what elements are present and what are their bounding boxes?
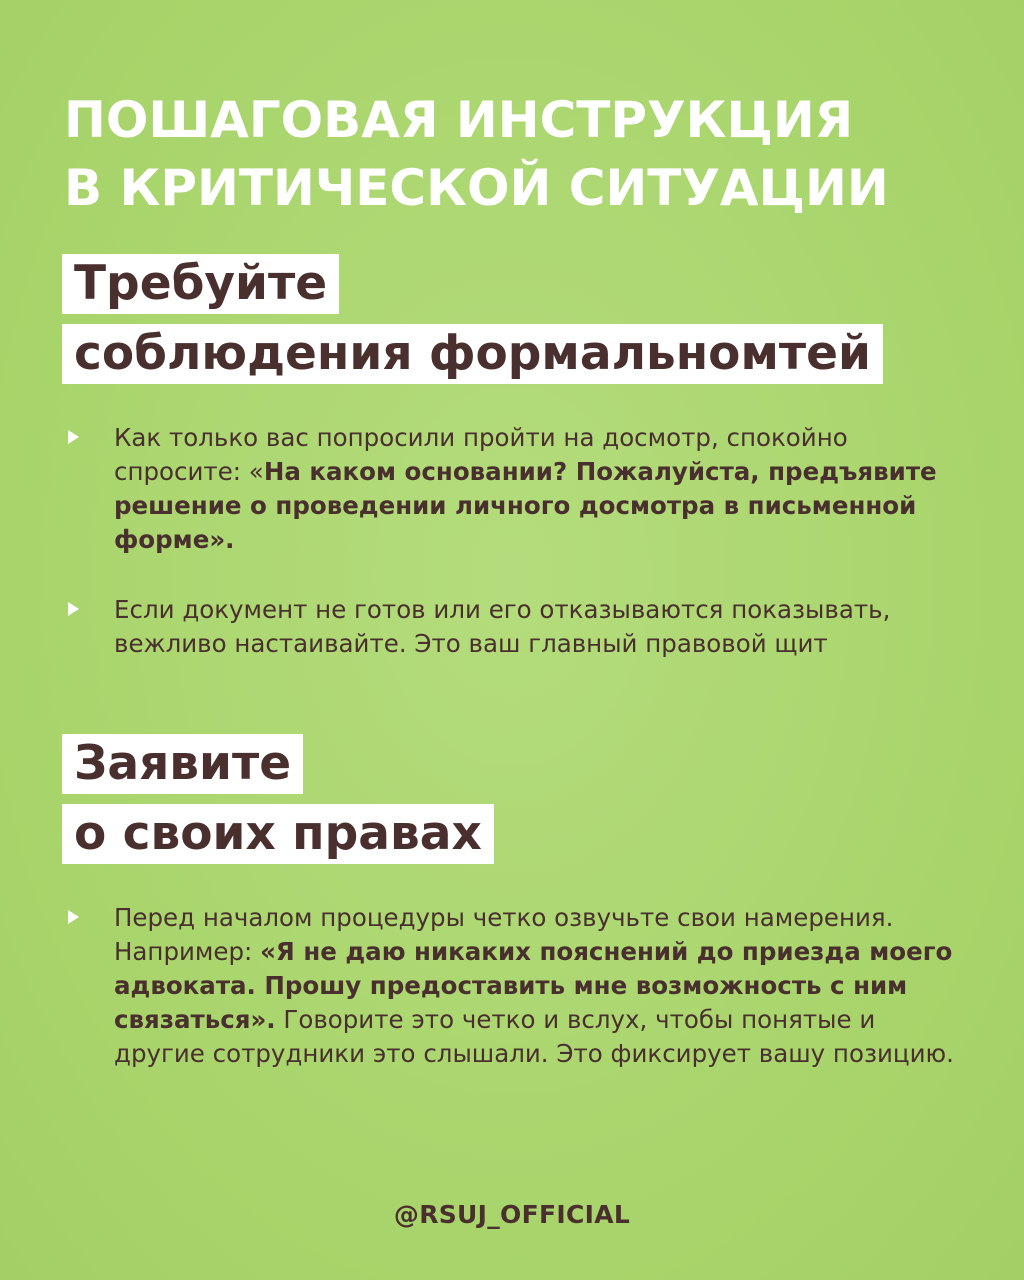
bullet-arrow-icon [68, 430, 79, 444]
bullet-text-after: Говорите это четко и вслух, чтобы понятые и другие сотрудники это слышали. Это фиксирует вашу позицию. [114, 1005, 954, 1068]
bullet-text: Как только вас попросили пройти на досмотр, спокойно спросите: « [114, 423, 848, 486]
footer-handle: @RSUJ_OFFICIAL [393, 1200, 631, 1229]
list-item [66, 421, 966, 557]
section-2-heading-line-2: о своих правах [62, 804, 494, 864]
page-title-line-1: ПОШАГОВАЯ ИНСТРУКЦИЯ [64, 91, 854, 149]
bullet-text: Если документ не готов или его отказываются показывать, вежливо настаивайте. Это ваш главный правовой щит [114, 595, 891, 658]
bullet-bold-text: На каком основании? Пожалуйста, предъявите решение о проведении личного досмотра в письменной форме». [114, 457, 937, 554]
section-2-heading-line-1: Заявите [62, 734, 303, 794]
page-title-line-2: В КРИТИЧЕСКОЙ СИТУАЦИИ [64, 159, 889, 217]
section-1-heading-line-2: соблюдения формальномтей [62, 324, 883, 384]
section-2-bullet-list [66, 901, 966, 1107]
bullet-arrow-icon [68, 602, 79, 616]
section-1-heading-line-1: Требуйте [62, 254, 339, 314]
list-item [66, 593, 966, 661]
bullet-bold-text: «Я не даю никаких пояснений до приезда моего адвоката. Прошу предоставить мне возможность с ним связаться». [114, 937, 953, 1034]
section-1-heading [62, 254, 883, 394]
section-1-bullet-list [66, 421, 966, 697]
bullet-text: Перед началом процедуры четко озвучьте свои намерения. Например: [114, 903, 894, 966]
bullet-arrow-icon [68, 910, 79, 924]
page-title [64, 86, 964, 222]
section-2-heading [62, 734, 494, 874]
list-item [66, 901, 966, 1071]
